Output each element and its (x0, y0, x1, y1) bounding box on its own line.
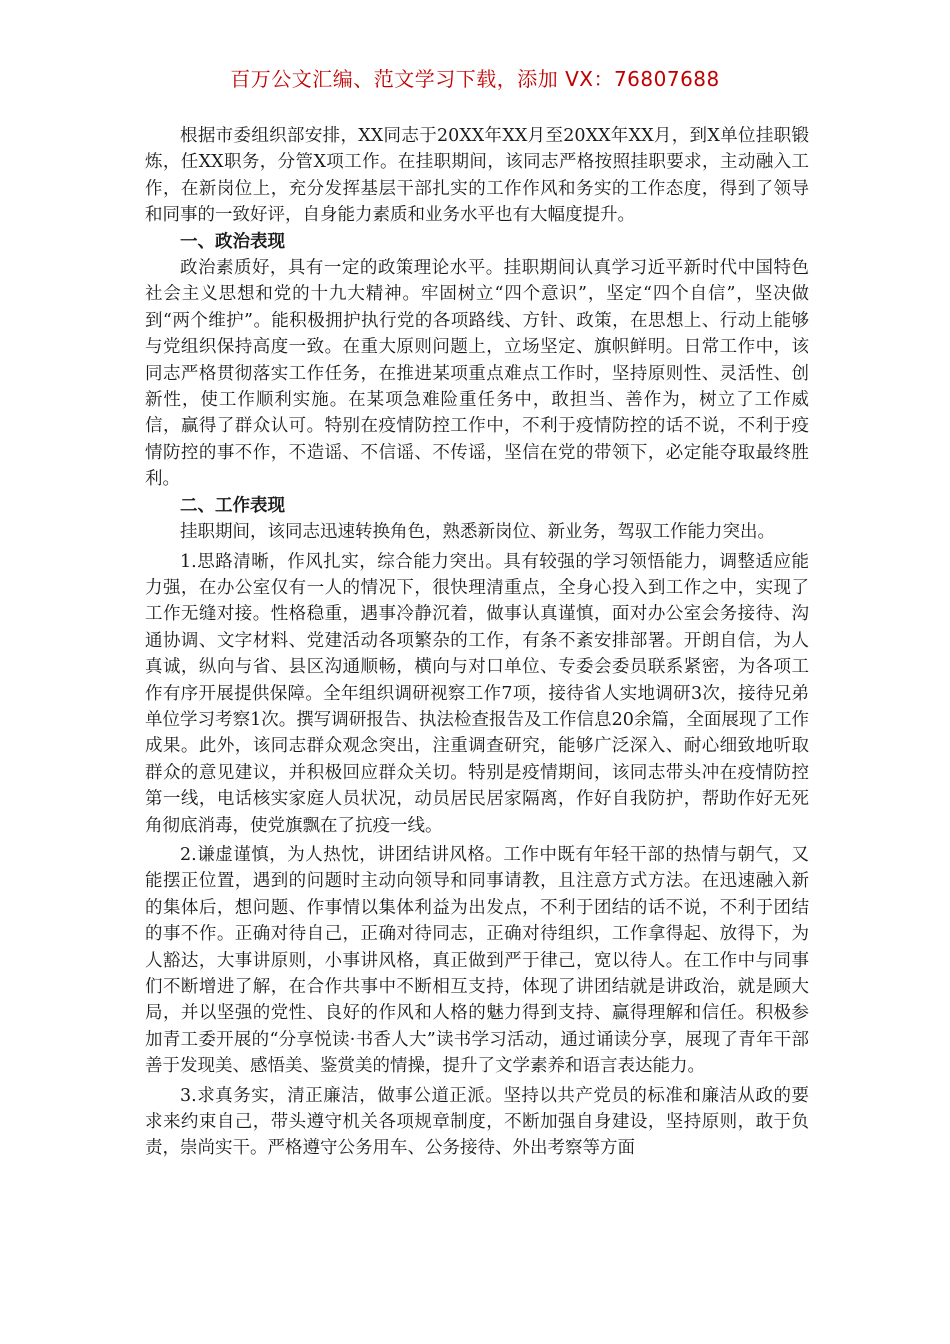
work-intro-paragraph: 挂职期间，该同志迅速转换角色，熟悉新岗位、新业务，驾驭工作能力突出。 (180, 522, 775, 543)
section-heading-political: 一、政治表现 (180, 231, 285, 252)
header-banner: 百万公文汇编、范文学习下载，添加 VX：76807688 (230, 67, 720, 91)
work-item-1: 1.思路清晰，作风扎实，综合能力突出。具有较强的学习领悟能力，调整适应能力强，在办公室仅有一人的情况下，很快理清重点，全身心投入到工作之中，实现了工作无缝对接。性格稳重，遇事冷静沉着，做事认真谨慎，面对办公室会务接待、沟通协调、文字材料、党建活动各项繁杂的工作，有条不紊安排部署。开朗自信，为人真诚，纵向与省、县区沟通顺畅，横向与对口单位、专委会委员联系紧密，为各项工作有序开展提供保障。全年组织调研视察工作7项，接待省人实地调研3次，接待兄弟单位学习考察1次。撰写调研报告、执法检查报告及工作信息20余篇，全面展现了工作成果。此外，该同志群众观念突出，注重调查研究，能够广泛深入、耐心细致地听取群众的意见建议，并积极回应群众关切。特别是疫情期间，该同志带头冲在疫情防控第一线，电话核实家庭人员状况，动员居民居家隔离，作好自我防护，帮助作好无死角彻底消毒，使党旗飘在了抗疫一线。 (145, 551, 809, 836)
political-paragraph: 政治素质好，具有一定的政策理论水平。挂职期间认真学习近平新时代中国特色社会主义思想和党的十九大精神。牢固树立“四个意识”，坚定“四个自信”，坚决做到“两个维护”。能积极拥护执行党的各项路线、方针、政策，在思想上、行动上能够与党组织保持高度一致。在重大原则问题上，立场坚定、旗帜鲜明。日常工作中，该同志严格贯彻落实工作任务，在推进某项重点难点工作时，坚持原则性、灵活性、创新性，使工作顺利实施。在某项急难险重任务中，敢担当、善作为，树立了工作威信，赢得了群众认可。特别在疫情防控工作中，不利于疫情防控的话不说，不利于疫情防控的事不作，不造谣、不信谣、不传谣，坚信在党的带领下，必定能夺取最终胜利。 (145, 258, 809, 490)
intro-paragraph: 根据市委组织部安排，XX同志于20XX年XX月至20XX年XX月，到X单位挂职锻炼，任XX职务，分管X项工作。在挂职期间，该同志严格按照挂职要求，主动融入工作，在新岗位上，充分发挥基层干部扎实的工作作风和务实的工作态度，得到了领导和同事的一致好评，自身能力素质和业务水平也有大幅度提升。 (145, 126, 809, 226)
document-body (145, 123, 809, 1162)
section-heading-work: 二、工作表现 (180, 495, 285, 516)
work-item-3: 3.求真务实，清正廉洁，做事公道正派。坚持以共产党员的标准和廉洁从政的要求来约束自己，带头遵守机关各项规章制度，不断加强自身建设，坚持原则，敢于负责，崇尚实干。严格遵守公务用车、公务接待、外出考察等方面 (145, 1085, 809, 1159)
work-item-2: 2.谦虚谨慎，为人热忱，讲团结讲风格。工作中既有年轻干部的热情与朝气，又能摆正位置，遇到的问题时主动向领导和同事请教，且注意方式方法。在迅速融入新的集体后，想问题、作事情以集体利益为出发点，不利于团结的话不说，不利于团结的事不作。正确对待自己，正确对待同志，正确对待组织，工作拿得起、放得下，为人豁达，大事讲原则，小事讲风格，真正做到严于律己，宽以待人。在工作中与同事们不断增进了解，在合作共事中不断相互支持，体现了讲团结就是讲政治，就是顾大局，并以坚强的党性、良好的作风和人格的魅力得到支持、赢得理解和信任。积极参加青工委开展的“分享悦读·书香人大”读书学习活动，通过诵读分享，展现了青年干部善于发现美、感悟美、鉴赏美的情操，提升了文学素养和语言表达能力。 (145, 844, 809, 1077)
